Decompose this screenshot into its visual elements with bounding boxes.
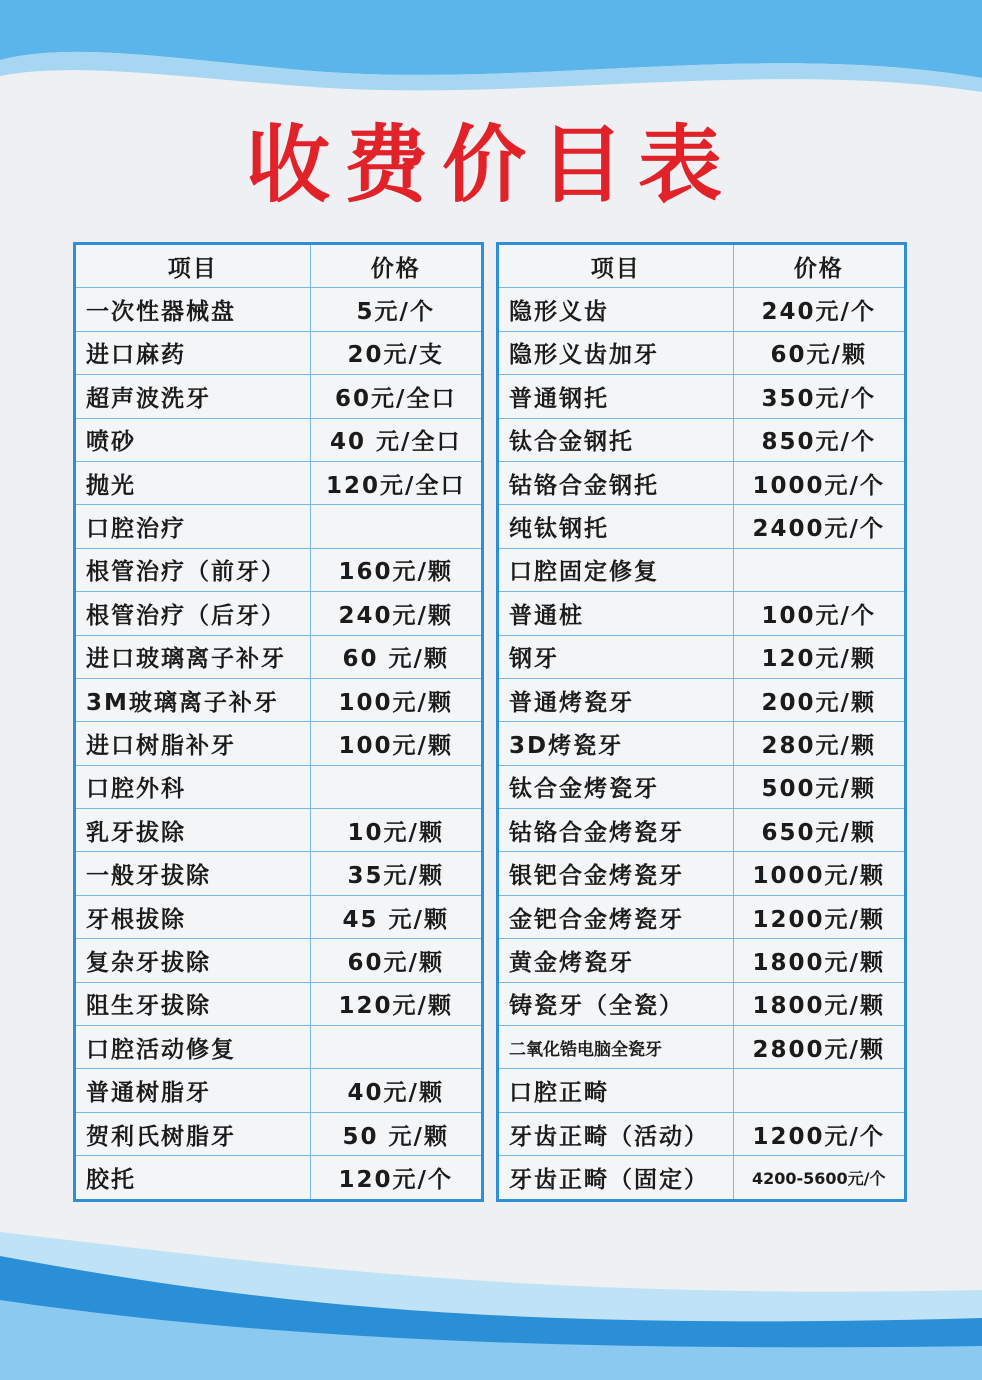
item-price: 50 元/颗 — [310, 1112, 481, 1155]
item-price: 120元/个 — [310, 1156, 481, 1199]
table-row — [76, 982, 481, 1025]
table-row — [499, 461, 904, 504]
item-name: 进口树脂补牙 — [76, 722, 310, 765]
item-name: 普通桩 — [499, 592, 733, 635]
item-name: 复杂牙拔除 — [76, 939, 310, 982]
item-price — [310, 505, 481, 548]
table-row — [499, 505, 904, 548]
item-price: 350元/个 — [733, 375, 904, 418]
item-name: 根管治疗（前牙） — [76, 548, 310, 591]
item-name: 抛光 — [76, 461, 310, 504]
table-row — [499, 635, 904, 678]
table-row — [76, 635, 481, 678]
price-table-left — [73, 242, 484, 1202]
item-price: 1800元/颗 — [733, 982, 904, 1025]
item-price: 40 元/全口 — [310, 418, 481, 461]
table-row — [499, 592, 904, 635]
item-name: 牙齿正畸（活动） — [499, 1112, 733, 1155]
item-price: 2400元/个 — [733, 505, 904, 548]
table-row — [76, 678, 481, 721]
item-name: 一次性器械盘 — [76, 288, 310, 331]
table-row — [499, 418, 904, 461]
item-name: 钢牙 — [499, 635, 733, 678]
item-name: 钛合金钢托 — [499, 418, 733, 461]
table-header-row — [76, 245, 481, 288]
item-price: 20元/支 — [310, 331, 481, 374]
item-name: 3D烤瓷牙 — [499, 722, 733, 765]
item-price: 1000元/颗 — [733, 852, 904, 895]
item-name: 胶托 — [76, 1156, 310, 1199]
table-row — [499, 1069, 904, 1112]
item-name: 钴铬合金钢托 — [499, 461, 733, 504]
item-price: 1200元/个 — [733, 1112, 904, 1155]
item-name: 一般牙拔除 — [76, 852, 310, 895]
item-price: 60元/颗 — [310, 939, 481, 982]
item-price: 60元/全口 — [310, 375, 481, 418]
item-price: 1800元/颗 — [733, 939, 904, 982]
item-name: 隐形义齿 — [499, 288, 733, 331]
item-price: 60元/颗 — [733, 331, 904, 374]
item-price: 160元/颗 — [310, 548, 481, 591]
table-row — [76, 1069, 481, 1112]
item-name: 纯钛钢托 — [499, 505, 733, 548]
table-row — [76, 505, 481, 548]
item-name: 二氧化锆电脑全瓷牙 — [499, 1026, 733, 1069]
item-price: 120元/颗 — [733, 635, 904, 678]
table-row — [76, 895, 481, 938]
item-name: 口腔正畸 — [499, 1069, 733, 1112]
item-name: 贺利氏树脂牙 — [76, 1112, 310, 1155]
item-price: 120元/全口 — [310, 461, 481, 504]
table-row — [499, 722, 904, 765]
header-item: 项目 — [499, 245, 733, 288]
item-price: 1000元/个 — [733, 461, 904, 504]
item-name: 喷砂 — [76, 418, 310, 461]
item-price: 2800元/颗 — [733, 1026, 904, 1069]
item-name: 进口玻璃离子补牙 — [76, 635, 310, 678]
item-price: 100元/个 — [733, 592, 904, 635]
item-name: 牙根拔除 — [76, 895, 310, 938]
table-row — [499, 1026, 904, 1069]
table-row — [499, 1156, 904, 1199]
item-price — [310, 1026, 481, 1069]
item-name: 钛合金烤瓷牙 — [499, 765, 733, 808]
item-price — [733, 548, 904, 591]
item-name: 普通烤瓷牙 — [499, 678, 733, 721]
table-row — [499, 375, 904, 418]
item-name: 根管治疗（后牙） — [76, 592, 310, 635]
header-price: 价格 — [310, 245, 481, 288]
item-name: 银钯合金烤瓷牙 — [499, 852, 733, 895]
table-row — [76, 1026, 481, 1069]
table-row — [76, 375, 481, 418]
table-row — [499, 982, 904, 1025]
item-price: 100元/颗 — [310, 722, 481, 765]
item-price — [733, 1069, 904, 1112]
table-row — [499, 852, 904, 895]
item-name: 钴铬合金烤瓷牙 — [499, 809, 733, 852]
item-name: 黄金烤瓷牙 — [499, 939, 733, 982]
table-row — [499, 288, 904, 331]
item-name: 铸瓷牙（全瓷） — [499, 982, 733, 1025]
table-row — [499, 939, 904, 982]
table-row — [76, 722, 481, 765]
page-title: 收费价目表 — [245, 116, 736, 214]
table-row — [499, 678, 904, 721]
table-row — [499, 809, 904, 852]
item-price: 100元/颗 — [310, 678, 481, 721]
table-row — [76, 1112, 481, 1155]
item-price — [310, 765, 481, 808]
item-price: 4200-5600元/个 — [733, 1156, 904, 1199]
item-price: 500元/颗 — [733, 765, 904, 808]
item-price: 120元/颗 — [310, 982, 481, 1025]
table-row — [499, 548, 904, 591]
table-row — [76, 592, 481, 635]
item-price: 40元/颗 — [310, 1069, 481, 1112]
item-name: 3M玻璃离子补牙 — [76, 678, 310, 721]
item-price: 5元/个 — [310, 288, 481, 331]
item-name: 口腔活动修复 — [76, 1026, 310, 1069]
header-item: 项目 — [76, 245, 310, 288]
table-row — [76, 548, 481, 591]
table-row — [76, 765, 481, 808]
table-row — [76, 288, 481, 331]
table-header-row — [499, 245, 904, 288]
table-row — [76, 331, 481, 374]
item-price: 10元/颗 — [310, 809, 481, 852]
item-name: 金钯合金烤瓷牙 — [499, 895, 733, 938]
table-row — [499, 331, 904, 374]
item-price: 60 元/颗 — [310, 635, 481, 678]
item-price: 280元/颗 — [733, 722, 904, 765]
item-name: 进口麻药 — [76, 331, 310, 374]
item-price: 240元/个 — [733, 288, 904, 331]
item-name: 口腔固定修复 — [499, 548, 733, 591]
header-price: 价格 — [733, 245, 904, 288]
item-name: 超声波洗牙 — [76, 375, 310, 418]
item-name: 口腔外科 — [76, 765, 310, 808]
item-price: 1200元/颗 — [733, 895, 904, 938]
item-name: 阻生牙拔除 — [76, 982, 310, 1025]
item-name: 牙齿正畸（固定） — [499, 1156, 733, 1199]
item-price: 650元/颗 — [733, 809, 904, 852]
table-row — [499, 895, 904, 938]
price-table-right — [496, 242, 907, 1202]
table-row — [76, 1156, 481, 1199]
table-row — [76, 852, 481, 895]
item-name: 乳牙拔除 — [76, 809, 310, 852]
table-row — [76, 939, 481, 982]
item-price: 850元/个 — [733, 418, 904, 461]
item-price: 45 元/颗 — [310, 895, 481, 938]
table-row — [76, 461, 481, 504]
table-row — [499, 1112, 904, 1155]
item-name: 普通树脂牙 — [76, 1069, 310, 1112]
table-row — [76, 809, 481, 852]
item-name: 普通钢托 — [499, 375, 733, 418]
item-price: 240元/颗 — [310, 592, 481, 635]
table-row — [76, 418, 481, 461]
table-row — [499, 765, 904, 808]
item-name: 口腔治疗 — [76, 505, 310, 548]
item-price: 35元/颗 — [310, 852, 481, 895]
item-price: 200元/颗 — [733, 678, 904, 721]
item-name: 隐形义齿加牙 — [499, 331, 733, 374]
